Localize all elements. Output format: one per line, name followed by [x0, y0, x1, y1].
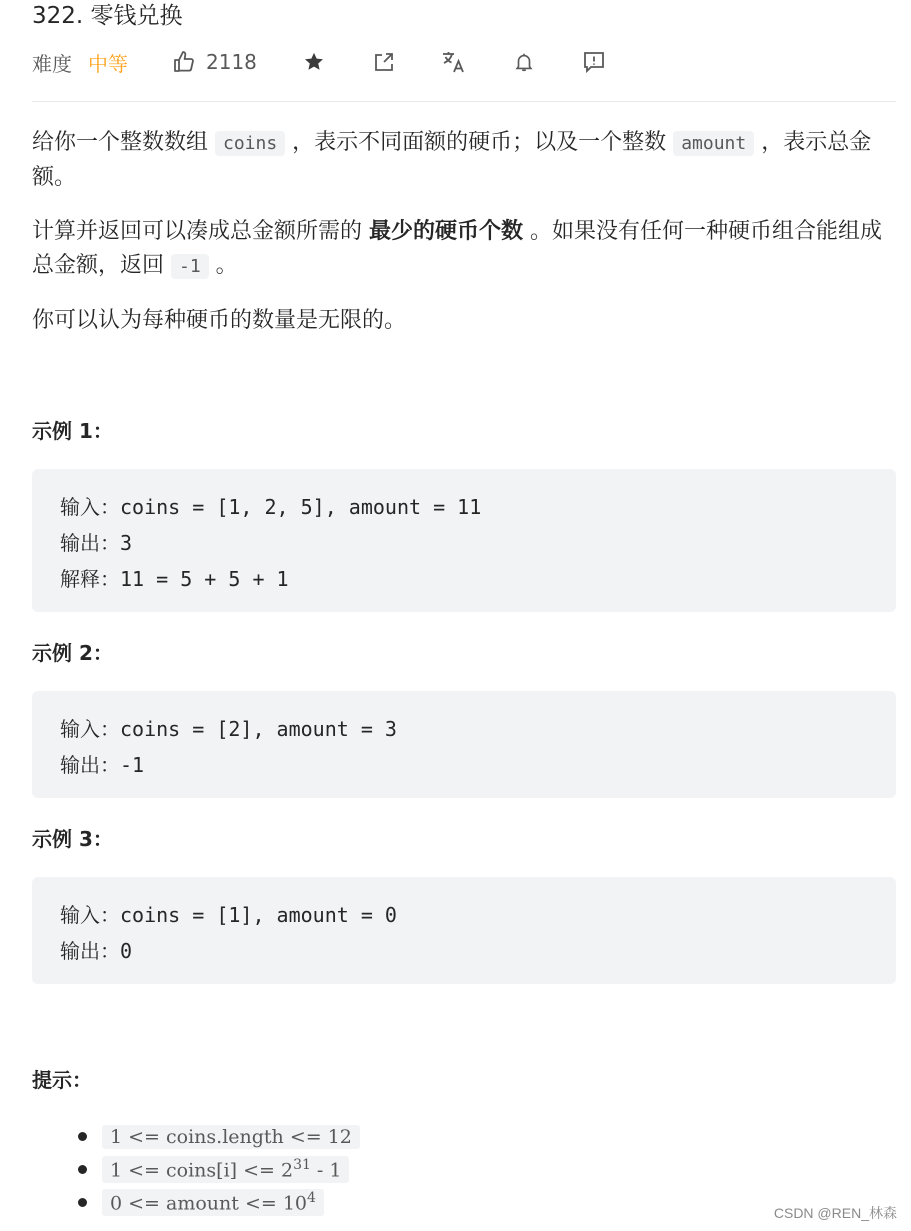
like-button[interactable]: [172, 50, 257, 74]
description-paragraph-2: [32, 215, 896, 284]
code-line: 输入：coins = [2], amount = 3: [60, 717, 397, 741]
favorite-button[interactable]: [301, 49, 327, 75]
header-divider: [32, 101, 896, 102]
example-1-title: 示例 1：: [32, 419, 113, 443]
star-icon: [303, 51, 325, 73]
problem-title: 322. 零钱兑换: [32, 3, 183, 29]
hints-title: 提示：: [32, 1068, 92, 1092]
emphasis-text: 最少的硬币个数: [369, 219, 524, 244]
example-1-code-block: [32, 469, 896, 612]
example-3-code-block: [32, 877, 896, 984]
desc-text: ，表示总金额。: [32, 130, 872, 190]
code-line: 输出：0: [60, 939, 133, 963]
hint-text: 0 <= amount <= 10: [110, 1192, 307, 1215]
inline-code-coins: coins: [215, 131, 285, 156]
bell-icon: [513, 51, 535, 73]
problem-meta-bar: [32, 44, 896, 80]
difficulty-label: 难度: [32, 51, 72, 76]
hint-text: - 1: [310, 1159, 342, 1182]
inline-code-minus-one: -1: [171, 254, 209, 279]
code-line: 输入：coins = [1, 2, 5], amount = 11: [60, 495, 482, 519]
example-2-code-block: [32, 691, 896, 798]
description-paragraph-3: 你可以认为每种硬币的数量是无限的。: [32, 308, 407, 333]
code-line: 输出：3: [60, 531, 133, 555]
desc-text: 计算并返回可以凑成总金额所需的: [32, 219, 369, 244]
inline-code-amount: amount: [673, 131, 754, 156]
example-3-title: 示例 3：: [32, 827, 113, 851]
code-line: 解释：11 = 5 + 5 + 1: [60, 567, 289, 591]
watermark: CSDN @REN_林森: [773, 1205, 897, 1221]
example-2-title: 示例 2：: [32, 641, 113, 665]
desc-text: 给你一个整数数组: [32, 130, 215, 155]
hint-code: [102, 1189, 324, 1215]
description-paragraph-1: [32, 126, 896, 195]
translate-button[interactable]: [441, 49, 467, 75]
hints-list: [32, 1120, 896, 1219]
hint-text: 1 <= coins[i] <= 2: [110, 1159, 294, 1182]
hint-item: [32, 1153, 896, 1186]
feedback-icon: [582, 50, 606, 74]
desc-text: ，表示不同面额的硬币；以及一个整数: [285, 130, 674, 155]
hint-code: 1 <= coins.length <= 12: [102, 1125, 360, 1149]
share-button[interactable]: [371, 49, 397, 75]
notification-button[interactable]: [511, 49, 537, 75]
translate-icon: [441, 49, 467, 75]
code-line: 输出：-1: [60, 753, 145, 777]
hint-item: [32, 1186, 896, 1219]
like-count: 2118: [206, 50, 257, 74]
feedback-button[interactable]: [581, 49, 607, 75]
desc-text: 。如果没有任何一种硬币组合能组成总金额，返回: [32, 219, 883, 278]
difficulty-badge: 中等: [88, 51, 128, 76]
share-icon: [372, 50, 396, 74]
hint-superscript: 4: [307, 1190, 316, 1207]
desc-text: 。: [208, 253, 238, 278]
code-line: 输入：coins = [1], amount = 0: [60, 903, 397, 927]
hint-item: [32, 1120, 896, 1153]
hint-superscript: 31: [293, 1157, 311, 1174]
hint-code: [102, 1156, 349, 1182]
thumbs-up-icon: [172, 50, 196, 74]
